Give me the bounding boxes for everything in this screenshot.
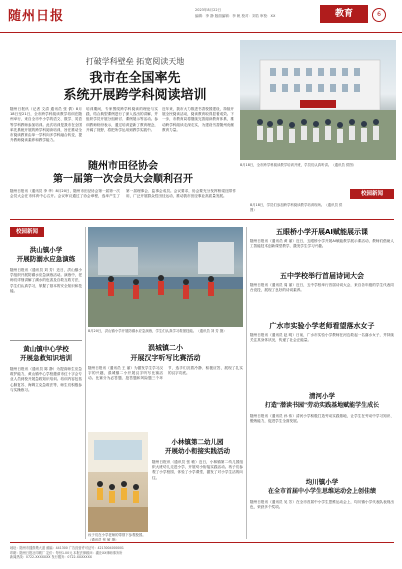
- left-h1-a: 洪山镇小学: [29, 246, 63, 254]
- mid-photo-2-caption: 孩子们在小学老师的带领下参观校园。（通讯员 张 敏 摄）: [88, 533, 146, 541]
- mid-body-2: 随州日报讯（通讯员 张 敏）近日，小林镇第二幼儿园组织大班幼儿走进小学，开展幼小衔接实践活动。孩子们参观了小学校园，体验了小学课堂，激发了对小学生活的向往。: [152, 460, 243, 480]
- assoc-headline-1: 随州市田径协会: [88, 161, 158, 172]
- left-divider: [10, 340, 82, 341]
- masthead: [0, 0, 402, 33]
- footer-line-1: 地址：随州市擂鼓墩大道 邮编：441300 广告经营许可证号：4213004000001: [10, 546, 124, 550]
- footer-line-2: 印刷：随州日报社印刷厂 定价：每份1.00元 本报法律顾问：湖北XX律师事务所: [10, 550, 123, 555]
- edition-info: [195, 7, 315, 19]
- tag-campus-news-left: 校园新闻: [10, 227, 44, 237]
- footer-text: [0, 544, 402, 562]
- right-body-4: 随州日报讯（通讯员 孙 伟）清河小学积极打造劳动实践基地，让学生在劳动中学习知识、锻炼能力，促进学生全面发展。: [250, 414, 394, 424]
- footer: [0, 544, 402, 569]
- right-h2: 五中学校举行首届诗词大会: [280, 272, 364, 280]
- left-body-2: 随州日报讯（通讯员 陈 静）为提高师生应急救护能力，黄山镇中心学校邀请市红十字会专业人员到校开展急救知识培训。培训内容包括心肺复苏、海姆立克急救法等，师生们积极参与实操练习。: [10, 367, 82, 392]
- assoc-headline-2: 第一届第一次会员大会顺利召开: [53, 174, 193, 185]
- lead-photo-caption: 8月18日，全市跨学科阅读教学培训开班，学员们认真听讲。（通讯员 供图）: [240, 163, 357, 167]
- kindergarten-visit-image: [88, 432, 148, 532]
- mid-h1-a: 涢城镇二小: [148, 344, 183, 352]
- lead-body-col3: 近年来，我市大力推进书香校园建设，持续开展全民阅读活动，阅读教育取得显著成效。下一步，市教育局将继续完善阅读教育体系，推动跨学科阅读走深走实，为建设书香随州贡献教育力量。: [162, 107, 234, 132]
- lead-photo: [240, 40, 396, 160]
- mid-photo-2: [88, 432, 148, 532]
- drill-scene-image: [88, 227, 243, 327]
- training-building-image: [240, 40, 396, 160]
- right-body-5: 随州日报讯（通讯员 吴 芳）在全市首届中小学生思维运动会上，均川镇小学代表队表现出色，荣获多个奖项。: [250, 500, 394, 510]
- right-h4-a: 清河小学: [309, 392, 335, 400]
- right-h5-a: 均川镇小学: [305, 478, 339, 486]
- editor-line: 编辑：李 静 版面编辑：李 帆 校对：刘若 审校：XX: [195, 14, 276, 18]
- column-divider-2: [246, 227, 247, 539]
- mid-h1-b: 开展汉字听写比赛活动: [130, 354, 201, 362]
- mid-photo-caption: 8月20日，洪山镇小学开展防溺水应急演练，学生们认真学习救援技能。（通讯员 刘 芳 摄）: [88, 329, 227, 333]
- right-h4-b: 打造"潜读书园"劳动实践基地赋能学生成长: [264, 402, 380, 409]
- left-h2-b: 开展急救知识培训: [20, 354, 72, 362]
- mid-h2-a: 小林镇第二幼儿园: [171, 438, 224, 446]
- right-body-3: 随州日报讯（通讯员 赵 明）日前，广水市实验小学教师在河边救起一名落水女子，并持续关注其身体状况，传递了社会正能量。: [250, 333, 394, 343]
- page-number: 6: [372, 8, 386, 22]
- lead-headline-1: 我市在全国率先: [89, 71, 181, 86]
- lead-body-col2: 培训期间，专家围绕跨学科阅读的理论与实践，结合典型课例进行了深入浅出的讲解，并组织学员开展分组研讨、课例展示等活动。参训教师纷纷表示，通过培训更新了教育理念，开阔了视野，将把所学运用到教学实践中。: [86, 107, 158, 132]
- section-divider: [10, 219, 394, 220]
- lead-headline-2: 系统开展跨学科阅读培训: [63, 88, 207, 103]
- section-label: 教育: [320, 5, 368, 23]
- date-line: 2023年8月22日: [195, 8, 222, 12]
- tag-campus-news-right: 校园新闻: [350, 189, 394, 199]
- footer-line-3: 新闻热线：0722-XXXXXXX 发行服务：0722-XXXXXXX: [10, 555, 92, 560]
- mid-body-1: 随州日报讯（通讯员 王 丽）为激发学生学习汉字的兴趣，涢城镇二小开展汉字听写比赛活动。比赛分为必答题、抢答题和风险题三个环节，选手们沉着冷静、积极应答，展现了扎实的汉字功底。: [88, 366, 243, 381]
- left-body-1: 随州日报讯（通讯员 刘 芳）近日，洪山镇小学组织开展防溺水应急演练活动。演练中，老师们详细讲解了溺水的危害及自救互救方法，学生们认真学习，掌握了基本的安全知识和技能。: [10, 268, 82, 293]
- right-body-2: 随州日报讯（通讯员 周 丽）近日，五中学校举行首届诗词大会，来自各年级的学生代表同台竞技，展现了良好的诗词素养。: [250, 283, 394, 293]
- mid-h2-b: 开展幼小衔接实践活动: [165, 447, 230, 455]
- lead-body-col1: 随州日报讯（记者 文清 通讯员 张 倩）8月18日至21日，全市跨学科阅读教学培训在随州举行，来自全市中小学的语文、数学、英语等学科教师参加培训。此次培训是我市在全国率先系统开展的跨学科阅读培训，旨在推动全市阅读教育由单一学科向多学科融合转变，提升教师阅读素养和教学能力。: [10, 107, 82, 143]
- right-h1: 五眼桥小学开展AI赋能展示课: [275, 228, 369, 236]
- left-h2-a: 黄山镇中心学校: [23, 345, 69, 353]
- right-h3: 广水市实验小学老师看望落水女子: [269, 322, 375, 330]
- right-h5-b: 在全市首届中小学生思维运动会上创佳绩: [267, 488, 376, 495]
- mid-photo: [88, 227, 243, 327]
- left-h1-b: 开展防溺水应急演练: [16, 255, 76, 263]
- right-photo-caption: 8月18日，学员们参加跨学科阅读教学培训现场。（通讯员 供图）: [250, 203, 343, 212]
- column-divider-1: [85, 227, 86, 539]
- newspaper-logo: 随州日报: [8, 9, 65, 24]
- lead-kicker: 打破学科壁垒 拓宽阅读天地: [85, 57, 185, 66]
- right-body-1: 随州日报讯（通讯员 黄 丽）近日，五眼桥小学开展AI赋能教学展示课活动，教师们借助人工智能技术创新课堂教学，激发学生学习兴趣。: [250, 239, 394, 249]
- assoc-body: 随州日报讯（通讯员 李 华）8月20日，随州市田径协会第一届第一次会员大会在市体育中心召开。会议审议通过了协会章程，选举产生了第一届理事会、监事会成员。会议要求，协会要充分发挥桥梁纽带作用，广泛开展群众性田径运动，推动我市田径事业高质量发展。: [10, 189, 236, 199]
- footer-rule: [10, 542, 394, 543]
